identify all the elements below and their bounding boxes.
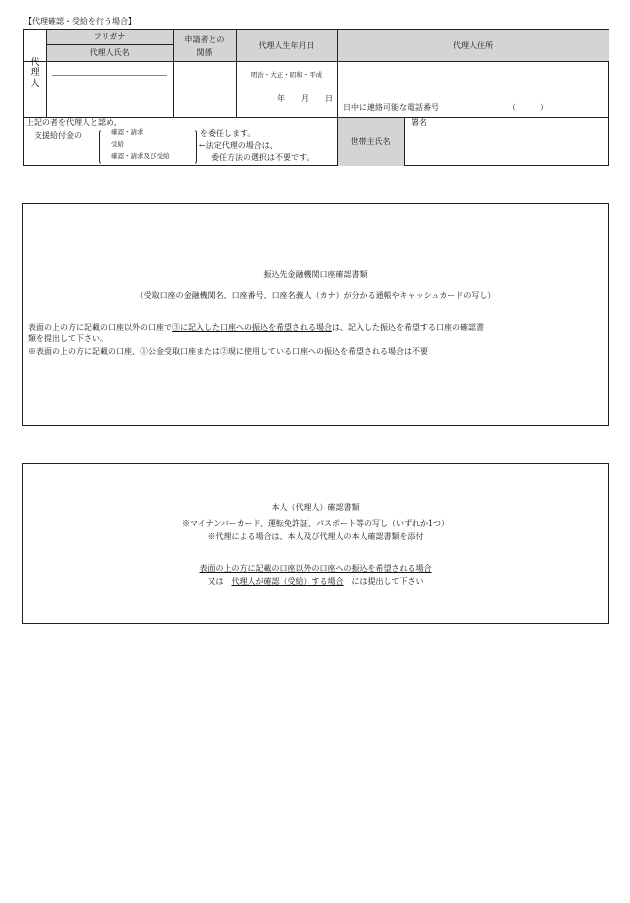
relation-header-line1: 申請者との xyxy=(184,35,225,45)
id-box-title: 本人（代理人）確認書類 xyxy=(271,503,360,512)
bank-box-title: 振込先金融機関口座確認書類 xyxy=(263,270,368,279)
no-selection-note: 委任方法の選択は不要です。 xyxy=(211,153,315,162)
id-box-condition2 xyxy=(23,577,608,587)
era-options: 明治・大正・昭和・平成 xyxy=(250,71,323,79)
bank-box-paragraph1-cont: 類を提出して下さい。 xyxy=(28,334,108,343)
id-tail-text: には提出して下さい xyxy=(351,577,424,586)
entrust-text: を委任します。 xyxy=(200,129,256,138)
bank-p1-b: は、記入した振込を希望する口座の確認書 xyxy=(332,323,484,332)
signature-label: 署名 xyxy=(411,118,427,127)
phone-label: 日中に連絡可能な電話番号 xyxy=(343,103,439,112)
id-box-condition1 xyxy=(23,564,608,574)
section-title: 【代理確認・受給を行う場合】 xyxy=(24,17,136,26)
id-or-text: 又は xyxy=(207,577,224,586)
legal-agent-note: ←法定代理の場合は、 xyxy=(199,141,278,150)
option-confirm-claim-receive: 確認・請求及び受給 xyxy=(111,152,170,160)
id-box-line2: ※代理による場合は、本人及び代理人の本人確認書類を添付 xyxy=(207,532,424,541)
birthdate-ymd: 年 月 日 xyxy=(277,94,333,103)
household-head-label: 世帯主氏名 xyxy=(350,136,391,146)
furigana-header: フリガナ xyxy=(93,32,126,42)
bank-p1-a: 表面の上の方に記載の口座以外の口座で xyxy=(28,323,172,332)
address-header: 代理人住所 xyxy=(453,40,493,50)
id-document-box xyxy=(22,463,609,624)
id-cond1-text: 表面の上の方に記載の口座以外の口座への振込を希望される場合 xyxy=(199,564,432,573)
bank-document-box xyxy=(22,203,609,426)
birthdate-header: 代理人生年月日 xyxy=(258,40,315,50)
agent-table xyxy=(23,29,609,166)
relation-header-line2: 関係 xyxy=(196,47,213,57)
agent-label: 代 理 人 xyxy=(30,57,40,89)
bank-box-paragraph2: ※表面の上の方に記載の口座、①公金受取口座または②現に使用している口座への振込を希望される場合は不要 xyxy=(28,347,428,356)
option-receive: 受給 xyxy=(111,140,124,148)
bank-box-subtitle: （受取口座の金融機関名、口座番号、口座名義人（カナ）が分かる通帳やキャッシュカードの写し） xyxy=(135,291,496,300)
phone-parens: （ ） xyxy=(508,103,548,112)
bank-box-paragraph1 xyxy=(28,323,484,333)
delegation-line1: 上記の者を代理人と認め、 xyxy=(26,118,122,127)
id-box-line1: ※マイナンバーカード、運転免許証、パスポート等の写し（いずれか1つ） xyxy=(181,519,450,528)
delegation-prefix: 支援給付金の xyxy=(34,131,82,140)
bank-p1-underlined: ③に記入した口座への振込を希望される場合 xyxy=(172,323,332,332)
option-confirm-claim: 確認・請求 xyxy=(111,128,144,136)
agent-name-header: 代理人氏名 xyxy=(89,48,130,58)
relation-header xyxy=(173,31,236,61)
id-cond2-text: 代理人が確認（受給）する場合 xyxy=(231,577,344,586)
